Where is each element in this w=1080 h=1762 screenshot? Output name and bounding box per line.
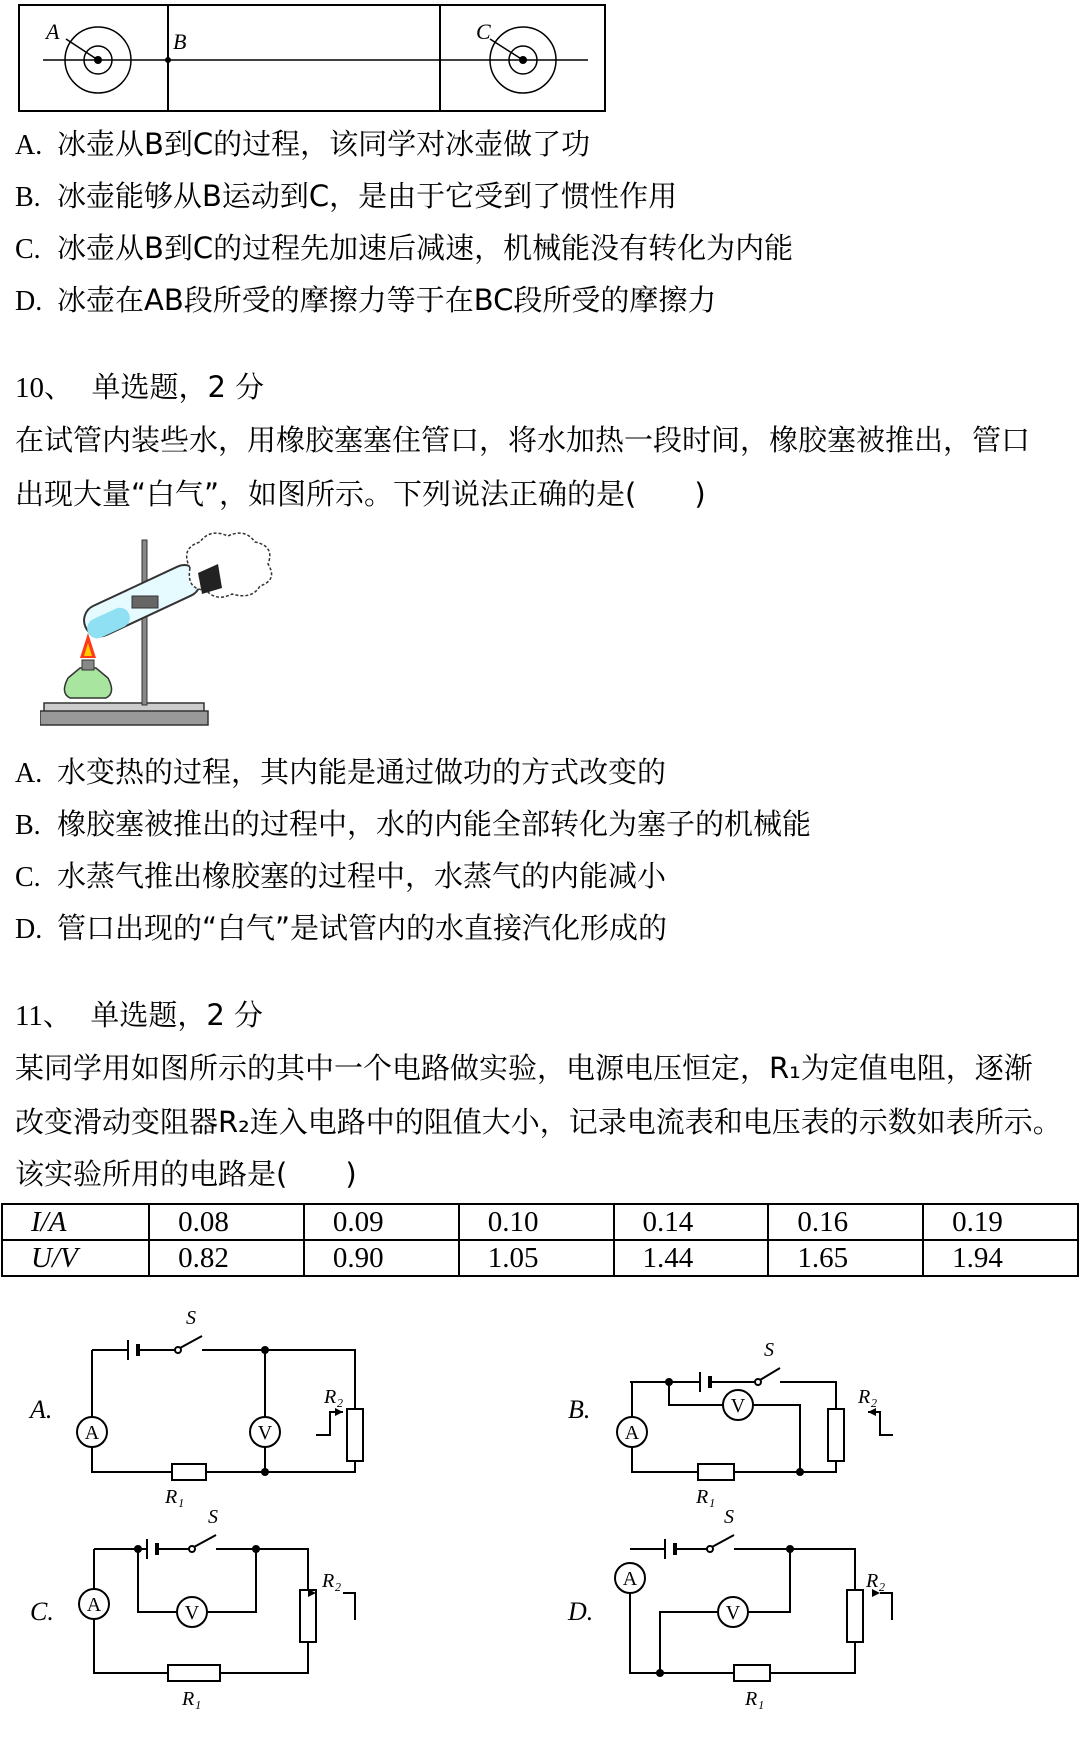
label-a: A: [46, 19, 60, 44]
curling-track-figure: [18, 4, 608, 114]
voltmeter-label: V: [725, 1602, 741, 1624]
table-cell: 0.09: [304, 1204, 459, 1240]
r1-label: R₁: [745, 1688, 765, 1710]
circuit-label-a[interactable]: A.: [30, 1395, 53, 1424]
q9-option-c[interactable]: C. 冰壶从B到C的过程先加速后减速，机械能没有转化为内能: [15, 231, 794, 265]
q11-stem-line3: 该实验所用的电路是( ): [15, 1157, 357, 1191]
q10-option-c[interactable]: C. 水蒸气推出橡胶塞的过程中，水蒸气的内能减小: [15, 859, 667, 893]
q10-stem-line1: 在试管内装些水，用橡胶塞塞住管口，将水加热一段时间，橡胶塞被推出，管口: [15, 423, 1031, 457]
battery-cell-icon: [665, 1539, 675, 1559]
ammeter-label: A: [84, 1422, 100, 1444]
switch-label: S: [764, 1339, 774, 1361]
q10-stem-line2: 出现大量“白气”，如图所示。下列说法正确的是( ): [15, 477, 706, 511]
ammeter-label: A: [86, 1594, 102, 1616]
table-cell: 0.08: [149, 1204, 304, 1240]
battery-cell-icon: [147, 1539, 157, 1559]
battery-cell-icon: [700, 1372, 710, 1392]
table-cell: 1.94: [923, 1240, 1078, 1276]
data-table: [1, 1203, 1079, 1277]
voltmeter-label: V: [257, 1422, 273, 1444]
table-cell: 0.82: [149, 1240, 304, 1276]
table-cell: 1.44: [614, 1240, 769, 1276]
q9-option-d[interactable]: D. 冰壶在AB段所受的摩擦力等于在BC段所受的摩擦力: [15, 283, 717, 317]
r1-label: R₁: [165, 1486, 185, 1508]
r2-label: R₂: [866, 1570, 886, 1592]
circuit-label-d[interactable]: D.: [568, 1597, 594, 1626]
q11-stem-line2: 改变滑动变阻器R₂连入电路中的阻值大小，记录电流表和电压表的示数如表所示。: [15, 1105, 1062, 1139]
switch-label: S: [208, 1506, 218, 1528]
circuit-diagrams: [0, 1290, 1080, 1730]
q9-option-a[interactable]: A. 冰壶从B到C的过程，该同学对冰壶做了功: [15, 127, 591, 161]
table-cell: 1.65: [768, 1240, 923, 1276]
r2-label: R₂: [858, 1386, 878, 1408]
ammeter-label: A: [624, 1422, 640, 1444]
r1-label: R₁: [696, 1486, 716, 1508]
q10-option-b[interactable]: B. 橡胶塞被推出的过程中，水的内能全部转化为塞子的机械能: [15, 807, 812, 841]
circuit-label-b[interactable]: B.: [568, 1395, 591, 1424]
switch-label: S: [724, 1506, 734, 1528]
table-cell: 1.05: [459, 1240, 614, 1276]
q11-stem-line1: 某同学用如图所示的其中一个电路做实验，电源电压恒定，R₁为定值电阻，逐渐: [15, 1051, 1033, 1085]
table-header: U/V: [2, 1240, 149, 1276]
table-cell: 0.16: [768, 1204, 923, 1240]
table-row: [2, 1240, 1078, 1276]
r2-label: R₂: [324, 1386, 344, 1408]
resistor-r1-icon: [168, 1464, 770, 1681]
voltmeter-label: V: [730, 1395, 746, 1417]
q10-option-a[interactable]: A. 水变热的过程，其内能是通过做功的方式改变的: [15, 755, 667, 789]
table-cell: 0.10: [459, 1204, 614, 1240]
steam-cloud: [187, 533, 272, 597]
table-cell: 0.19: [923, 1204, 1078, 1240]
circuit-label-c[interactable]: C.: [30, 1597, 54, 1626]
switch-label: S: [186, 1307, 196, 1329]
table-row: [2, 1204, 1078, 1240]
junction-dot-icon: [134, 1346, 804, 1677]
table-header: I/A: [2, 1204, 149, 1240]
label-b: B: [173, 29, 187, 54]
ammeter-label: A: [622, 1568, 638, 1590]
table-cell: 0.14: [614, 1204, 769, 1240]
q9-option-b[interactable]: B. 冰壶能够从B运动到C，是由于它受到了惯性作用: [15, 179, 678, 213]
voltmeter-label: V: [184, 1602, 200, 1624]
table-cell: 0.90: [304, 1240, 459, 1276]
test-tube-figure: [40, 528, 280, 728]
q11-header: 11、 单选题，2 分: [15, 998, 264, 1032]
label-c: C: [476, 19, 491, 44]
battery-cell-icon: [128, 1340, 138, 1360]
r1-label: R₁: [182, 1688, 202, 1710]
q10-option-d[interactable]: D. 管口出现的“白气”是试管内的水直接汽化形成的: [15, 911, 668, 945]
r2-label: R₂: [322, 1570, 342, 1592]
q10-header: 10、 单选题，2 分: [15, 370, 265, 404]
